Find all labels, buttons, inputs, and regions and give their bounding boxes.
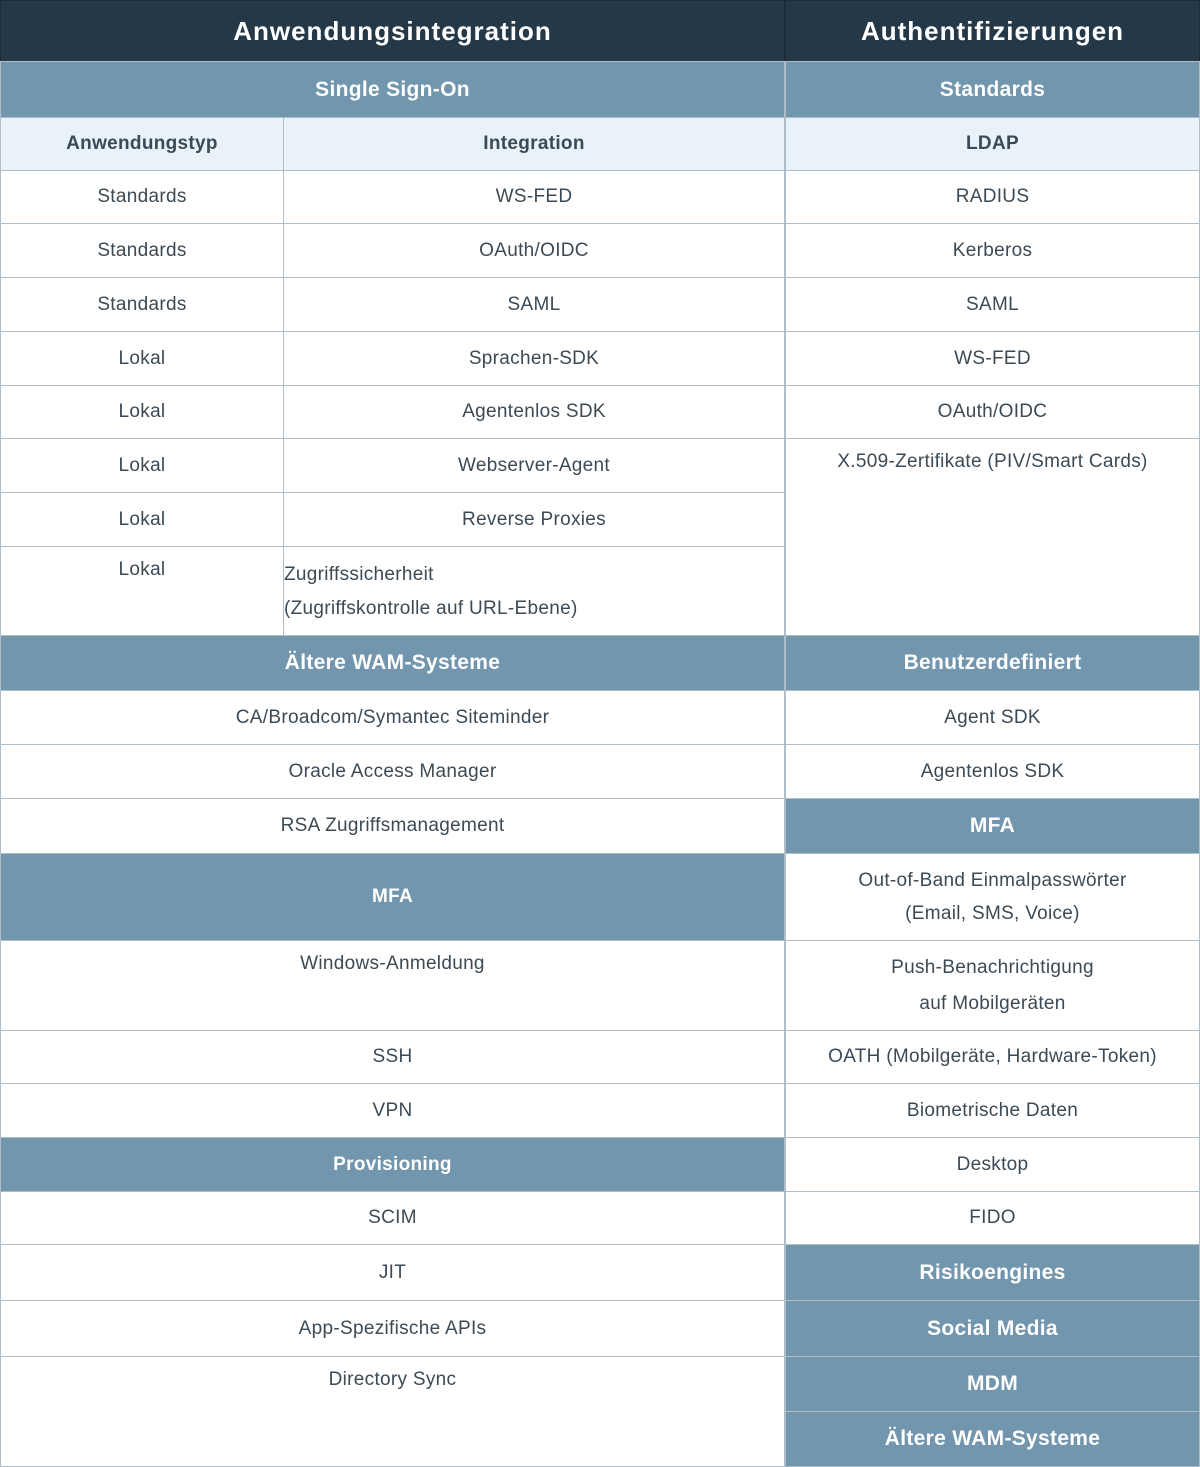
standards-item: LDAP: [785, 117, 1200, 171]
mdm-section: MDM: [785, 1356, 1200, 1412]
sso-row-type: Lokal: [0, 546, 284, 636]
legacy-wam-item: RSA Zugriffsmanagement: [0, 798, 785, 854]
standards-item: SAML: [785, 277, 1200, 332]
risk-engines-section: Risikoengines: [785, 1244, 1200, 1301]
sso-row-integration: WS-FED: [283, 170, 785, 224]
mfa-biometric: Biometrische Daten: [785, 1083, 1200, 1138]
mfa-oath: OATH (Mobilgeräte, Hardware-Token): [785, 1030, 1200, 1084]
legacy-wam-auth-section: Ältere WAM-Systeme: [785, 1411, 1200, 1467]
mfa-item: Windows-Anmeldung: [0, 940, 785, 1031]
legacy-wam-section-title: Ältere WAM-Systeme: [0, 635, 785, 691]
sso-section-title: Single Sign-On: [0, 61, 785, 118]
standards-item: Kerberos: [785, 223, 1200, 278]
sso-row-integration: Reverse Proxies: [283, 492, 785, 547]
legacy-wam-item: Oracle Access Manager: [0, 744, 785, 799]
standards-section-title: Standards: [785, 61, 1200, 118]
sso-row-type: Lokal: [0, 492, 284, 547]
provisioning-item: JIT: [0, 1244, 785, 1301]
custom-item: Agent SDK: [785, 690, 1200, 745]
authentication-header: Authentifizierungen: [785, 0, 1200, 62]
mfa-oob-otp: [785, 853, 1200, 941]
auth-mfa-section-title: MFA: [785, 798, 1200, 854]
sso-row-integration: SAML: [283, 277, 785, 332]
oob-line-1: Out-of-Band Einmalpasswörter: [858, 870, 1127, 891]
standards-item: WS-FED: [785, 331, 1200, 386]
standards-item: X.509-Zertifikate (PIV/Smart Cards): [785, 438, 1200, 636]
app-integration-header: Anwendungsintegration: [0, 0, 785, 62]
custom-item: Agentenlos SDK: [785, 744, 1200, 799]
sso-row-type: Lokal: [0, 385, 284, 439]
mfa-desktop: Desktop: [785, 1137, 1200, 1192]
mfa-item: VPN: [0, 1083, 785, 1138]
standards-item: OAuth/OIDC: [785, 385, 1200, 439]
legacy-wam-item: CA/Broadcom/Symantec Siteminder: [0, 690, 785, 745]
push-line-2: auf Mobilgeräten: [919, 992, 1066, 1014]
integration-line-1: Zugriffssicherheit: [284, 564, 434, 585]
col-header-integration: Integration: [283, 117, 785, 171]
sso-row-type: Standards: [0, 170, 284, 224]
mfa-section-title: MFA: [0, 853, 785, 941]
provisioning-item: SCIM: [0, 1191, 785, 1245]
sso-row-type: Standards: [0, 223, 284, 278]
col-header-app-type: Anwendungstyp: [0, 117, 284, 171]
mfa-fido: FIDO: [785, 1191, 1200, 1245]
mfa-item: SSH: [0, 1030, 785, 1084]
sso-row-type: Lokal: [0, 438, 284, 493]
push-line-1: Push-Benachrichtigung: [891, 956, 1094, 978]
oob-line-2: (Email, SMS, Voice): [905, 903, 1080, 924]
mfa-push-notification: [785, 940, 1200, 1031]
sso-row-integration: [283, 546, 785, 636]
provisioning-section-title: Provisioning: [0, 1137, 785, 1192]
provisioning-item: App-Spezifische APIs: [0, 1300, 785, 1357]
sso-row-integration: Agentenlos SDK: [283, 385, 785, 439]
sso-row-integration: Webserver-Agent: [283, 438, 785, 493]
custom-section-title: Benutzerdefiniert: [785, 635, 1200, 691]
integration-line-2: (Zugriffskontrolle auf URL-Ebene): [284, 598, 578, 619]
standards-item: RADIUS: [785, 170, 1200, 224]
provisioning-item: Directory Sync: [0, 1356, 785, 1467]
social-media-section: Social Media: [785, 1300, 1200, 1357]
sso-row-type: Standards: [0, 277, 284, 332]
sso-row-integration: Sprachen-SDK: [283, 331, 785, 386]
sso-row-integration: OAuth/OIDC: [283, 223, 785, 278]
sso-row-type: Lokal: [0, 331, 284, 386]
